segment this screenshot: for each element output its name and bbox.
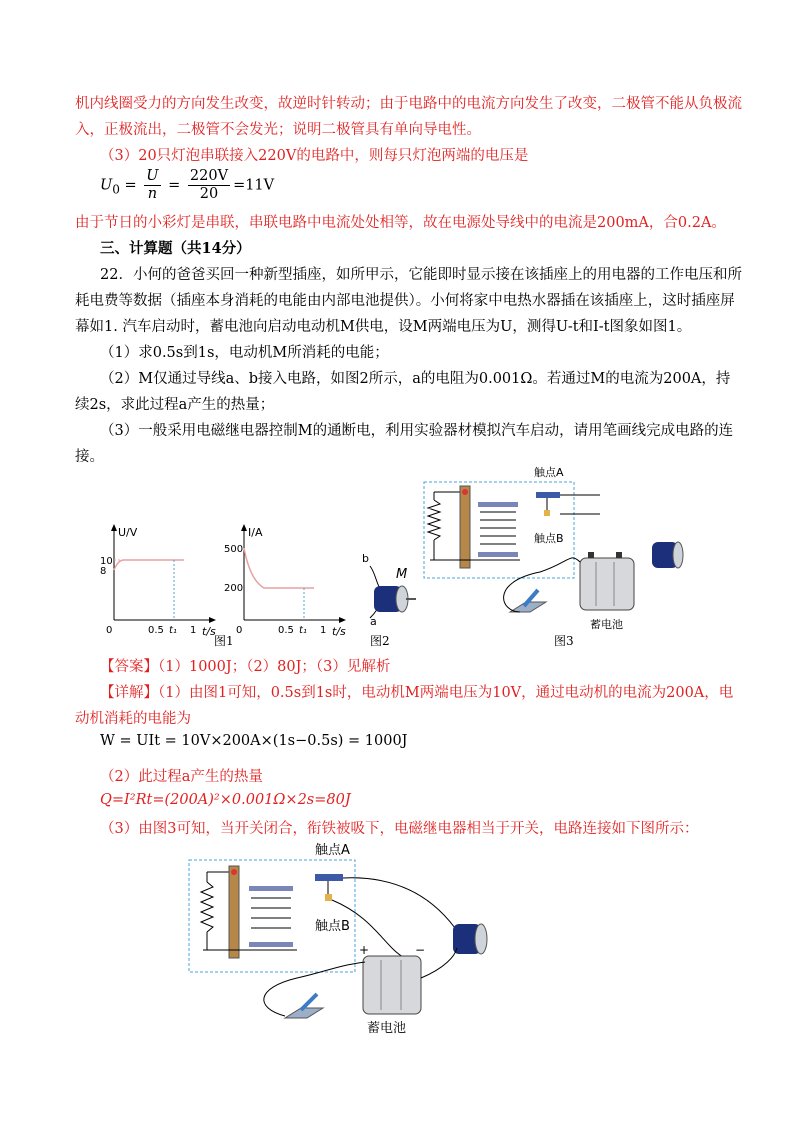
detail-1b: 动机消耗的电能为 — [75, 711, 191, 727]
q22-line-a: 22．小何的爸爸买回一种新型插座，如所甲示，它能即时显示接在该插座上的用电器的工作电压和所 — [100, 267, 742, 283]
formula-heat: Q=I²Rt=(200A)²×0.001Ω×2s=80J — [100, 792, 351, 808]
ut-tick-10: 10 — [100, 556, 113, 567]
it-graph — [222, 520, 352, 650]
contact-b-label: 触点B — [534, 532, 564, 545]
answer-contact-a-label: 触点A — [315, 843, 350, 858]
detail-2: （2）此过程a产生的热量 — [100, 769, 263, 785]
answer-battery-label: 蓄电池 — [367, 1021, 407, 1036]
q22-part3b: 接。 — [75, 449, 104, 465]
ut-tick-0: 0 — [106, 625, 113, 636]
it-ylabel: I/A — [248, 526, 263, 539]
it-tick-t1: t₁ — [299, 625, 307, 636]
it-tick-200: 200 — [224, 583, 244, 594]
q22-part1: （1）求0.5s到1s，电动机M所消耗的电能； — [100, 345, 389, 361]
motor-figure — [358, 540, 428, 635]
battery-minus: − — [415, 943, 426, 957]
it-tick-1: 1 — [320, 625, 327, 636]
it-tick-0: 0 — [236, 625, 243, 636]
battery-plus: + — [359, 943, 370, 957]
formula-voltage: $U_0$ = $\frac{U}{n}$ = $\frac{220V}{20}$ =11V — [100, 168, 275, 202]
para-2: （3）20只灯泡串联接入220V的电路中，则每只灯泡两端的电压是 — [100, 148, 529, 164]
ut-tick-1: 1 — [190, 625, 197, 636]
ut-graph — [92, 520, 222, 650]
it-tick-500: 500 — [224, 544, 244, 555]
fig2-caption: 图2 — [370, 634, 390, 648]
para-1a: 机内线圈受力的方向发生改变，故逆时针转动；由于电路中的电流方向发生了改变，二极管不能从负极流 — [75, 96, 742, 112]
ut-tick-05: 0.5 — [148, 625, 164, 636]
answer-contact-b-label: 触点B — [315, 919, 350, 934]
q22-part2a: （2）M仅通过导线a、b接入电路，如图2所示，a的电阻为0.001Ω。若通过M的电流为200A，持 — [100, 371, 731, 387]
section-heading: 三、计算题（共14分） — [100, 240, 251, 257]
it-tick-05: 0.5 — [278, 625, 294, 636]
relay-circuit-figure — [420, 462, 720, 634]
contact-a-label: 触点A — [534, 466, 564, 479]
para-3: 由于节日的小彩灯是串联，串联电路中电流处处相等，故在电源处导线中的电流是200mA，合0.2A。 — [75, 215, 726, 231]
ut-tick-8: 8 — [100, 566, 107, 577]
detail-3: （3）由图3可知，当开关闭合，衔铁被吸下，电磁继电器相当于开关，电路连接如下图所示： — [100, 821, 699, 837]
q22-line-b: 耗电费等数据（插座本身消耗的电能由内部电池提供）。小何将家中电热水器插在该插座上，这时插座屏 — [75, 293, 735, 309]
formula-energy: W = UIt = 10V×200A×(1s−0.5s) = 1000J — [100, 733, 408, 749]
wire-a-label: a — [370, 615, 377, 628]
ut-tick-t1: t₁ — [169, 625, 177, 636]
motor-label: M — [396, 567, 408, 582]
it-xlabel: t/s — [332, 625, 346, 638]
answer-circuit-figure — [185, 838, 525, 1038]
fig3-caption: 图3 — [554, 634, 574, 648]
ut-xlabel: t/s — [202, 625, 216, 638]
detail-1a: 【详解】（1）由图1可知，0.5s到1s时，电动机M两端电压为10V，通过电动机的电流为200A，电 — [100, 685, 734, 701]
battery-label: 蓄电池 — [590, 618, 623, 631]
para-1b: 入，正极流出，二极管不会发光；说明二极管具有单向导电性。 — [75, 122, 481, 138]
q22-part3a: （3）一般采用电磁继电器控制M的通断电，利用实验器材模拟汽车启动，请用笔画线完成电路的连 — [100, 423, 734, 439]
answer-line: 【答案】（1）1000J；（2）80J；（3）见解析 — [100, 659, 391, 675]
q22-line-c: 幕如1. 汽车启动时，蓄电池向启动电动机M供电，设M两端电压为U，测得U-t和I-t图象如图1。 — [75, 319, 692, 335]
ut-ylabel: U/V — [118, 526, 138, 539]
wire-b-label: b — [362, 552, 369, 565]
q22-part2b: 续2s，求此过程a产生的热量； — [75, 397, 275, 413]
fig1-caption: 图1 — [214, 634, 234, 648]
